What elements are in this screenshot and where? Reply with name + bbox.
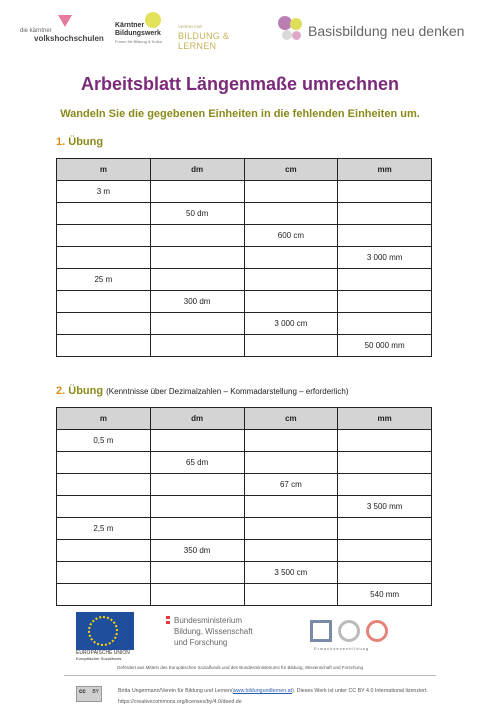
table-row [57, 474, 432, 496]
funding-note: Gefördert aus Mitteln des Europäischen Sozialfonds und des Bundesministeriums für Bildung, Wissenschaft und Forschung [116, 665, 364, 670]
vhs-logo-line2: volkshochschulen [34, 34, 104, 43]
table-cell [57, 247, 151, 269]
bl-logo-small: VEREIN FÜR [178, 24, 203, 29]
table-row [57, 203, 432, 225]
website-link[interactable]: www.bildungundlernen.at [232, 688, 293, 694]
column-header: dm [150, 159, 244, 181]
table-cell [150, 269, 244, 291]
table-cell [338, 474, 432, 496]
bnd-logo-name: Basisbildung neu denken [308, 23, 465, 39]
table-cell [338, 181, 432, 203]
square-icon [310, 620, 332, 642]
table-cell [57, 225, 151, 247]
table-cell [244, 430, 338, 452]
column-header: dm [150, 408, 244, 430]
table-cell: 0,5 m [57, 430, 151, 452]
table-row [57, 225, 432, 247]
table-cell [338, 452, 432, 474]
table-cell [57, 452, 151, 474]
table-cell [338, 291, 432, 313]
table-cell [57, 562, 151, 584]
table-row [57, 247, 432, 269]
table-cell: 50 000 mm [338, 335, 432, 357]
eu-sublabel: Europäischer Sozialfonds [76, 656, 122, 661]
table-row [57, 518, 432, 540]
exercise2-table [56, 407, 432, 606]
table-cell: 600 cm [244, 225, 338, 247]
table-cell: 2,5 m [57, 518, 151, 540]
erwachsenenbildung-logo: Erwachsenenbildung [310, 620, 390, 654]
table-row [57, 430, 432, 452]
table-cell [244, 203, 338, 225]
table-cell: 25 m [57, 269, 151, 291]
table-cell: 3 000 mm [338, 247, 432, 269]
table-cell [338, 225, 432, 247]
table-row [57, 335, 432, 357]
exercise1-heading: 1. Übung [56, 136, 104, 148]
table-cell [244, 269, 338, 291]
table-cell [244, 335, 338, 357]
page-subtitle: Wandeln Sie die gegebenen Einheiten in die fehlenden Einheiten um. [60, 108, 420, 120]
table-cell [150, 247, 244, 269]
table-cell [150, 474, 244, 496]
table-cell: 67 cm [244, 474, 338, 496]
table-cell [150, 313, 244, 335]
vhs-logo [20, 10, 102, 50]
dot-icon [282, 30, 292, 40]
column-header: m [57, 408, 151, 430]
circle-icon [366, 620, 388, 642]
table-cell [150, 181, 244, 203]
table-cell [150, 518, 244, 540]
vhs-logo-line1: die kärntner [20, 28, 52, 34]
dot-icon [292, 31, 301, 40]
table-row [57, 313, 432, 335]
table-row [57, 452, 432, 474]
table-row [57, 181, 432, 203]
table-cell [150, 335, 244, 357]
column-header: mm [338, 408, 432, 430]
table-cell [150, 225, 244, 247]
table-cell [244, 496, 338, 518]
eu-flag-icon [76, 612, 134, 650]
exercise2-heading: 2. Übung (Kenntnisse über Dezimalzahlen – Kommadarstellung – erforderlich) [56, 385, 349, 397]
circle-icon [338, 620, 360, 642]
kbw-logo-line1: Kärntner Bildungswerk [115, 22, 161, 37]
table-cell [150, 584, 244, 606]
table-cell: 3 m [57, 181, 151, 203]
table-cell [57, 584, 151, 606]
table-row [57, 562, 432, 584]
table-cell [244, 452, 338, 474]
table-cell [57, 496, 151, 518]
column-header: cm [244, 159, 338, 181]
table-cell [338, 540, 432, 562]
bildung-lernen-logo [178, 10, 262, 50]
column-header: m [57, 159, 151, 181]
table-cell: 300 dm [150, 291, 244, 313]
cc-license-icon: cc BY [76, 686, 102, 702]
triangle-icon [58, 15, 72, 27]
table-cell [338, 430, 432, 452]
table-cell: 3 500 cm [244, 562, 338, 584]
table-row [57, 540, 432, 562]
eu-label: EUROPÄISCHE UNION [76, 650, 130, 656]
logo-bar [0, 10, 480, 50]
table-cell [338, 562, 432, 584]
table-cell [57, 203, 151, 225]
exercise1-table [56, 158, 432, 357]
table-cell [338, 518, 432, 540]
table-row [57, 584, 432, 606]
dot-icon [290, 18, 302, 30]
table-cell [244, 584, 338, 606]
table-cell [244, 247, 338, 269]
table-cell: 540 mm [338, 584, 432, 606]
table-cell [338, 313, 432, 335]
table-cell [244, 291, 338, 313]
column-header: mm [338, 159, 432, 181]
table-cell [338, 203, 432, 225]
table-cell [57, 335, 151, 357]
basisbildung-logo [278, 10, 468, 50]
table-cell [244, 540, 338, 562]
table-cell: 65 dm [150, 452, 244, 474]
table-cell [57, 313, 151, 335]
footer-logos: EUROPÄISCHE UNION Europäischer Sozialfonds Bundesministerium Bildung, Wissenschaft und Forschung Erwachsenenbildung [0, 612, 480, 664]
austria-flag-icon [166, 616, 170, 624]
kbw-logo-tagline: Forum für Bildung & Kultur [115, 39, 163, 44]
table-cell [57, 291, 151, 313]
table-cell [150, 430, 244, 452]
table-row [57, 496, 432, 518]
table-cell: 350 dm [150, 540, 244, 562]
column-header: cm [244, 408, 338, 430]
table-cell: 3 000 cm [244, 313, 338, 335]
license-text: Britta Ungermann/Verein für Bildung und Lernen(www.bildungundlernen.at). Dieses Werk ist unter CC BY 4.0 International lizenziert. https://creativecommons.org/licenses/by/4.0/deed.de [118, 688, 428, 705]
table-cell: 3 500 mm [338, 496, 432, 518]
bl-logo-name: BILDUNG & LERNEN [178, 31, 230, 51]
table-cell [57, 474, 151, 496]
table-cell [150, 496, 244, 518]
table-cell [338, 269, 432, 291]
divider [64, 675, 436, 676]
table-cell [244, 181, 338, 203]
table-cell: 50 dm [150, 203, 244, 225]
table-row [57, 291, 432, 313]
kbw-logo [115, 10, 175, 50]
stars-icon [88, 616, 118, 646]
table-cell [150, 562, 244, 584]
table-cell [244, 518, 338, 540]
page-title: Arbeitsblatt Längenmaße umrechnen [80, 74, 400, 94]
table-row [57, 269, 432, 291]
table-cell [57, 540, 151, 562]
